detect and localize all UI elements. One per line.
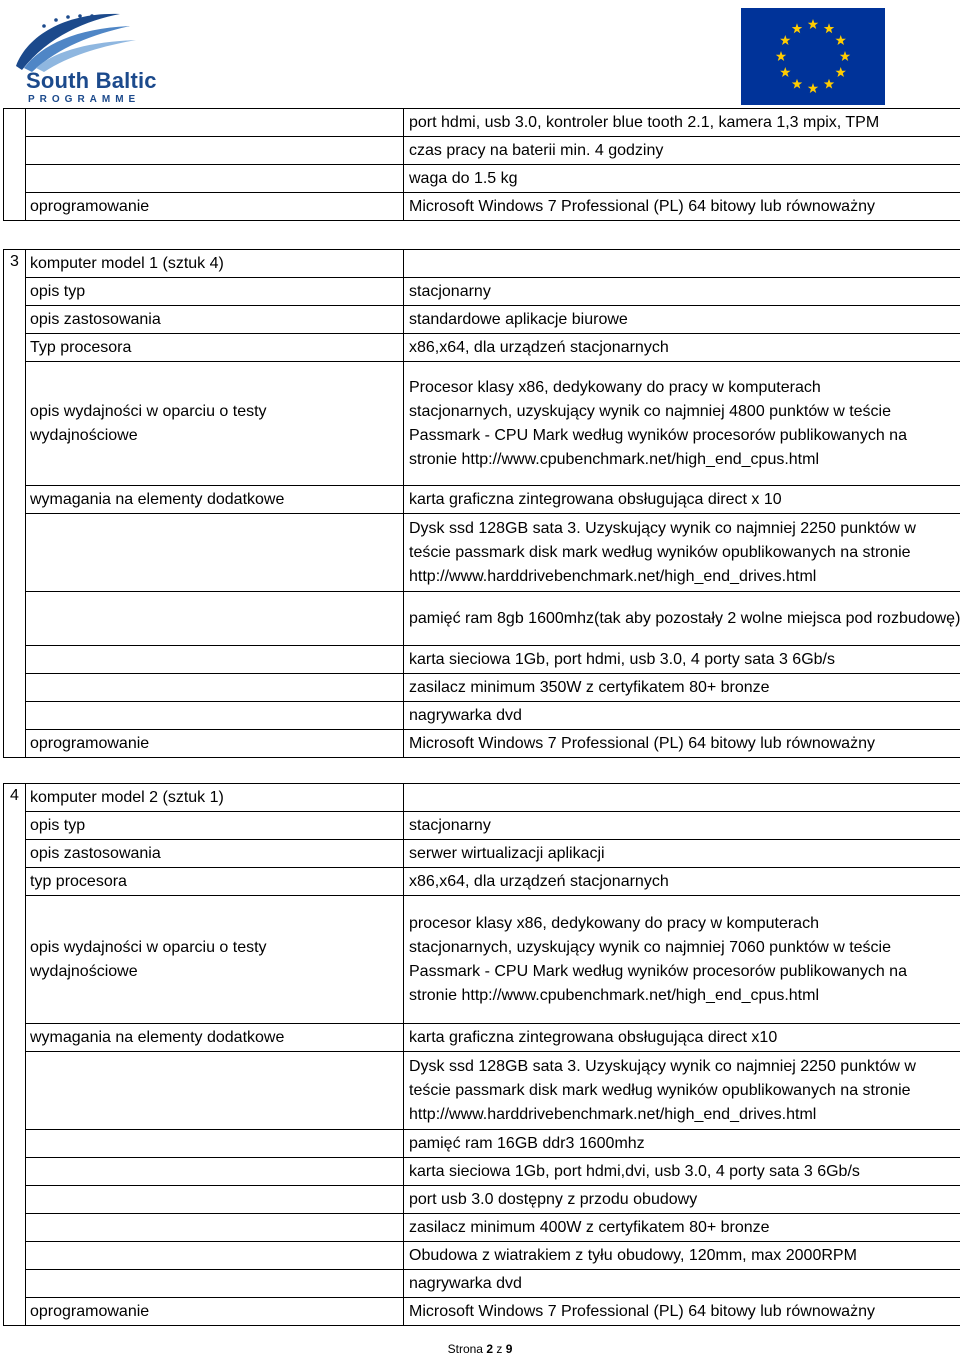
row-value: karta sieciowa 1Gb, port hdmi, usb 3.0, 4 porty sata 3 6Gb/s — [404, 646, 960, 674]
page-footer — [0, 1342, 960, 1356]
row-label — [26, 137, 404, 165]
row-label: opis zastosowania — [26, 306, 404, 334]
row-value: Procesor klasy x86, dedykowany do pracy w komputerach stacjonarnych, uzyskujący wynik co najmniej 4800 punktów w teście Passmark - CPU Mark według wyników procesorów publikowanych na stronie http://www.cpubenchmark.net/high_end_cpus.html — [404, 362, 960, 486]
row-value: Microsoft Windows 7 Professional (PL) 64 bitowy lub równoważny — [404, 1298, 960, 1326]
section-title-value — [404, 250, 960, 278]
eu-star-icon — [780, 35, 790, 45]
south-baltic-logo — [8, 4, 158, 106]
footer-prefix: Strona — [447, 1342, 487, 1356]
row-value: stacjonarny — [404, 278, 960, 306]
row-label — [26, 109, 404, 137]
spec-table-section-4 — [3, 783, 960, 1326]
spec-table-section-3 — [3, 249, 960, 758]
eu-star-icon — [776, 51, 786, 61]
row-value: karta graficzna zintegrowana obsługująca direct x10 — [404, 1024, 960, 1052]
page-header — [0, 0, 960, 110]
row-value: Dysk ssd 128GB sata 3. Uzyskujący wynik co najmniej 2250 punktów w teście passmark disk mark według wyników opublikowanych na stronie http://www.harddrivebenchmark.net/high_end_drives.html — [404, 1052, 960, 1130]
row-label: opis typ — [26, 812, 404, 840]
table-cell-num — [4, 109, 26, 221]
row-label — [26, 165, 404, 193]
row-label — [26, 1214, 404, 1242]
row-label: oprogramowanie — [26, 730, 404, 758]
row-value: karta graficzna zintegrowana obsługująca direct x 10 — [404, 486, 960, 514]
row-label — [26, 674, 404, 702]
row-label: opis typ — [26, 278, 404, 306]
row-label: opis wydajności w oparciu o testy wydajnościowe — [26, 362, 404, 486]
section-title: komputer model 1 (sztuk 4) — [26, 250, 404, 278]
eu-star-icon — [840, 51, 850, 61]
row-value: x86,x64, dla urządzeń stacjonarnych — [404, 334, 960, 362]
row-value: czas pracy na baterii min. 4 godziny — [404, 137, 960, 165]
row-label: opis zastosowania — [26, 840, 404, 868]
section-number: 4 — [4, 784, 26, 1326]
footer-total-pages: 9 — [505, 1342, 513, 1356]
section-title: komputer model 2 (sztuk 1) — [26, 784, 404, 812]
row-value: nagrywarka dvd — [404, 702, 960, 730]
row-label — [26, 1130, 404, 1158]
logo-subtext: PROGRAMME — [28, 94, 141, 105]
footer-page-number: 2 — [486, 1342, 494, 1356]
row-label: typ procesora — [26, 868, 404, 896]
row-label — [26, 1158, 404, 1186]
row-value: procesor klasy x86, dedykowany do pracy w komputerach stacjonarnych, uzyskujący wynik co najmniej 7060 punktów w teście Passmark - CPU Mark według wyników procesorów publikowanych na stronie http://www.cpubenchmark.net/high_end_cpus.html — [404, 896, 960, 1024]
row-value: Microsoft Windows 7 Professional (PL) 64 bitowy lub równoważny — [404, 193, 960, 221]
row-value: Dysk ssd 128GB sata 3. Uzyskujący wynik co najmniej 2250 punktów w teście passmark disk mark według wyników opublikowanych na stronie http://www.harddrivebenchmark.net/high_end_drives.html — [404, 514, 960, 592]
spec-table-continued — [3, 108, 960, 221]
row-label — [26, 1270, 404, 1298]
logo-wordmark: South Baltic — [26, 68, 157, 93]
row-value: x86,x64, dla urządzeń stacjonarnych — [404, 868, 960, 896]
section-number: 3 — [4, 250, 26, 758]
row-value: serwer wirtualizacji aplikacji — [404, 840, 960, 868]
row-label — [26, 646, 404, 674]
row-value: zasilacz minimum 350W z certyfikatem 80+ bronze — [404, 674, 960, 702]
eu-star-icon — [792, 23, 802, 33]
row-value: Microsoft Windows 7 Professional (PL) 64 bitowy lub równoważny — [404, 730, 960, 758]
eu-star-icon — [835, 35, 845, 45]
row-value: pamięć ram 16GB ddr3 1600mhz — [404, 1130, 960, 1158]
eu-star-icon — [835, 67, 845, 77]
eu-star-icon — [824, 79, 834, 89]
row-label: opis wydajności w oparciu o testy wydajnościowe — [26, 896, 404, 1024]
row-label — [26, 1242, 404, 1270]
row-value: zasilacz minimum 400W z certyfikatem 80+ bronze — [404, 1214, 960, 1242]
row-value: nagrywarka dvd — [404, 1270, 960, 1298]
row-value: stacjonarny — [404, 812, 960, 840]
eu-star-icon — [824, 23, 834, 33]
row-label: wymagania na elementy dodatkowe — [26, 486, 404, 514]
row-label — [26, 702, 404, 730]
row-value: standardowe aplikacje biurowe — [404, 306, 960, 334]
row-value: port hdmi, usb 3.0, kontroler blue tooth 2.1, kamera 1,3 mpix, TPM — [404, 109, 960, 137]
section-title-value — [404, 784, 960, 812]
row-value: waga do 1.5 kg — [404, 165, 960, 193]
row-label: wymagania na elementy dodatkowe — [26, 1024, 404, 1052]
row-label: Typ procesora — [26, 334, 404, 362]
eu-flag-icon — [741, 8, 885, 105]
eu-star-icon — [808, 83, 818, 93]
footer-separator: z — [493, 1342, 506, 1356]
row-label — [26, 514, 404, 592]
row-value: pamięć ram 8gb 1600mhz(tak aby pozostały 2 wolne miejsca pod rozbudowę) — [404, 592, 960, 646]
row-value: karta sieciowa 1Gb, port hdmi,dvi, usb 3.0, 4 porty sata 3 6Gb/s — [404, 1158, 960, 1186]
row-label — [26, 1186, 404, 1214]
row-label: oprogramowanie — [26, 1298, 404, 1326]
row-value: port usb 3.0 dostępny z przodu obudowy — [404, 1186, 960, 1214]
row-label — [26, 592, 404, 646]
eu-star-icon — [808, 19, 818, 29]
row-value: Obudowa z wiatrakiem z tyłu obudowy, 120mm, max 2000RPM — [404, 1242, 960, 1270]
eu-star-icon — [792, 79, 802, 89]
row-label — [26, 1052, 404, 1130]
row-label: oprogramowanie — [26, 193, 404, 221]
wave-emblem-icon — [8, 4, 158, 74]
eu-star-icon — [780, 67, 790, 77]
